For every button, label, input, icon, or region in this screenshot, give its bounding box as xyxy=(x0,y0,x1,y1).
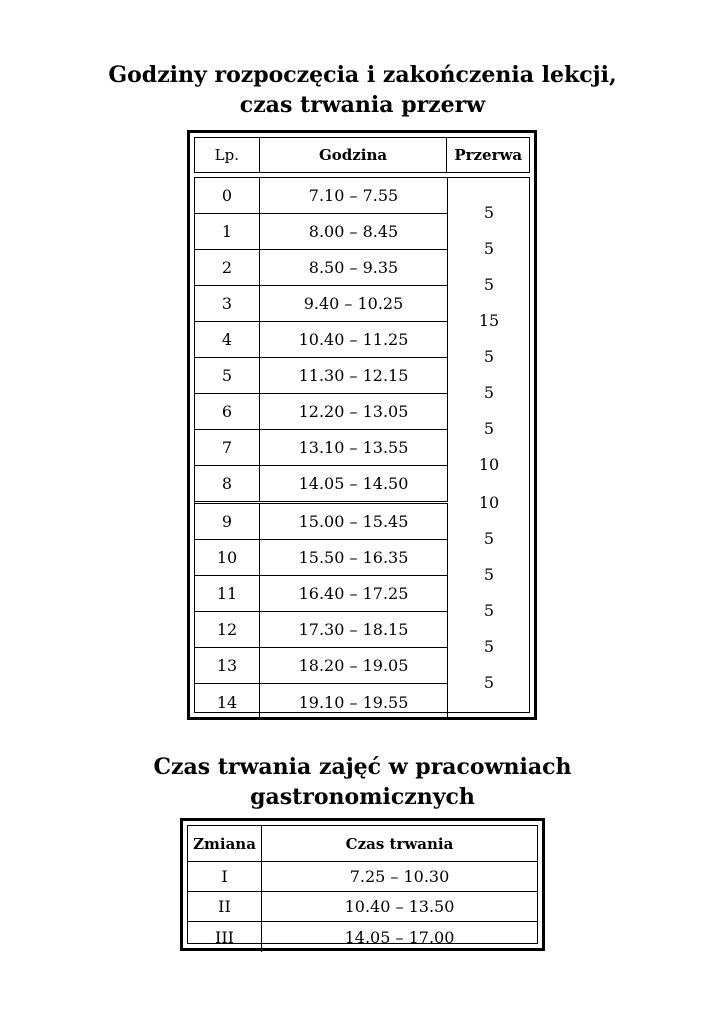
workshop-hours-table-body xyxy=(187,825,538,947)
header-przerwa: Przerwa xyxy=(454,146,523,164)
break-column xyxy=(449,178,529,712)
cell-lp: 9 xyxy=(195,504,260,539)
page-title xyxy=(0,60,725,120)
table-row xyxy=(188,892,537,922)
cell-lp: 5 xyxy=(195,358,260,393)
lesson-hours-table-header xyxy=(194,137,530,173)
table-row xyxy=(195,466,448,504)
header-zmiana: Zmiana xyxy=(188,826,262,861)
cell-godzina: 7.10 – 7.55 xyxy=(260,178,448,213)
section-title-line-1: Czas trwania zajęć w pracowniach xyxy=(153,754,572,780)
table-row xyxy=(195,214,448,250)
table-row xyxy=(188,922,537,952)
header-godzina: Godzina xyxy=(260,138,448,172)
cell-lp: 2 xyxy=(195,250,260,285)
cell-lp: 13 xyxy=(195,648,260,683)
cell-godzina: 13.10 – 13.55 xyxy=(260,430,448,465)
cell-lp: 0 xyxy=(195,178,260,213)
page-title-line-2: czas trwania przerw xyxy=(239,92,486,118)
workshop-hours-table xyxy=(180,818,545,951)
cell-czas-trwania: 7.25 – 10.30 xyxy=(349,867,450,886)
header-lp: Lp. xyxy=(195,138,260,172)
table-row xyxy=(195,178,448,214)
break-value: 10 xyxy=(478,455,500,474)
break-value: 5 xyxy=(483,203,495,222)
table-row xyxy=(195,322,448,358)
cell-lp: 3 xyxy=(195,286,260,321)
workshop-table-header xyxy=(188,826,537,862)
cell-godzina: 17.30 – 18.15 xyxy=(260,612,448,647)
cell-godzina: 8.00 – 8.45 xyxy=(260,214,448,249)
break-value: 5 xyxy=(483,383,495,402)
cell-godzina: 10.40 – 11.25 xyxy=(260,322,448,357)
break-value: 5 xyxy=(483,637,495,656)
break-value: 5 xyxy=(483,529,495,548)
section-title xyxy=(0,752,725,812)
lesson-hours-table xyxy=(187,130,537,720)
cell-godzina: 16.40 – 17.25 xyxy=(260,576,448,611)
cell-lp: 1 xyxy=(195,214,260,249)
lesson-rows xyxy=(195,178,448,720)
break-value: 5 xyxy=(483,565,495,584)
break-value: 5 xyxy=(483,239,495,258)
page-title-line-1: Godziny rozpoczęcia i zakończenia lekcji, xyxy=(108,62,617,88)
header-czas-trwania: Czas trwania xyxy=(345,834,454,853)
cell-godzina: 12.20 – 13.05 xyxy=(260,394,448,429)
cell-lp: 6 xyxy=(195,394,260,429)
cell-czas-trwania: 10.40 – 13.50 xyxy=(344,897,455,916)
cell-godzina: 11.30 – 12.15 xyxy=(260,358,448,393)
cell-lp: 7 xyxy=(195,430,260,465)
cell-lp: 14 xyxy=(195,684,260,720)
cell-lp: 4 xyxy=(195,322,260,357)
break-value: 5 xyxy=(483,275,495,294)
cell-godzina: 19.10 – 19.55 xyxy=(260,684,448,720)
cell-zmiana: II xyxy=(188,892,262,921)
cell-zmiana: III xyxy=(188,922,262,952)
break-value: 15 xyxy=(478,311,500,330)
break-value: 10 xyxy=(478,493,500,512)
table-row xyxy=(188,862,537,892)
cell-godzina: 15.50 – 16.35 xyxy=(260,540,448,575)
break-value: 5 xyxy=(483,347,495,366)
cell-godzina: 8.50 – 9.35 xyxy=(260,250,448,285)
cell-godzina: 15.00 – 15.45 xyxy=(260,504,448,539)
table-row xyxy=(195,576,448,612)
table-row xyxy=(195,358,448,394)
break-value: 5 xyxy=(483,601,495,620)
table-row xyxy=(195,684,448,720)
table-row xyxy=(195,250,448,286)
cell-godzina: 9.40 – 10.25 xyxy=(260,286,448,321)
lesson-hours-table-body xyxy=(194,177,530,713)
cell-lp: 8 xyxy=(195,466,260,501)
cell-godzina: 14.05 – 14.50 xyxy=(260,466,448,501)
table-row xyxy=(195,394,448,430)
table-row xyxy=(195,540,448,576)
break-value: 5 xyxy=(483,673,495,692)
table-row xyxy=(195,612,448,648)
table-row xyxy=(195,286,448,322)
table-row xyxy=(195,504,448,540)
break-value: 5 xyxy=(483,419,495,438)
cell-lp: 11 xyxy=(195,576,260,611)
cell-godzina: 18.20 – 19.05 xyxy=(260,648,448,683)
cell-zmiana: I xyxy=(188,862,262,891)
cell-lp: 10 xyxy=(195,540,260,575)
table-row xyxy=(195,648,448,684)
table-row xyxy=(195,430,448,466)
section-title-line-2: gastronomicznych xyxy=(250,784,475,810)
cell-lp: 12 xyxy=(195,612,260,647)
cell-czas-trwania: 14.05 – 17.00 xyxy=(344,927,455,947)
